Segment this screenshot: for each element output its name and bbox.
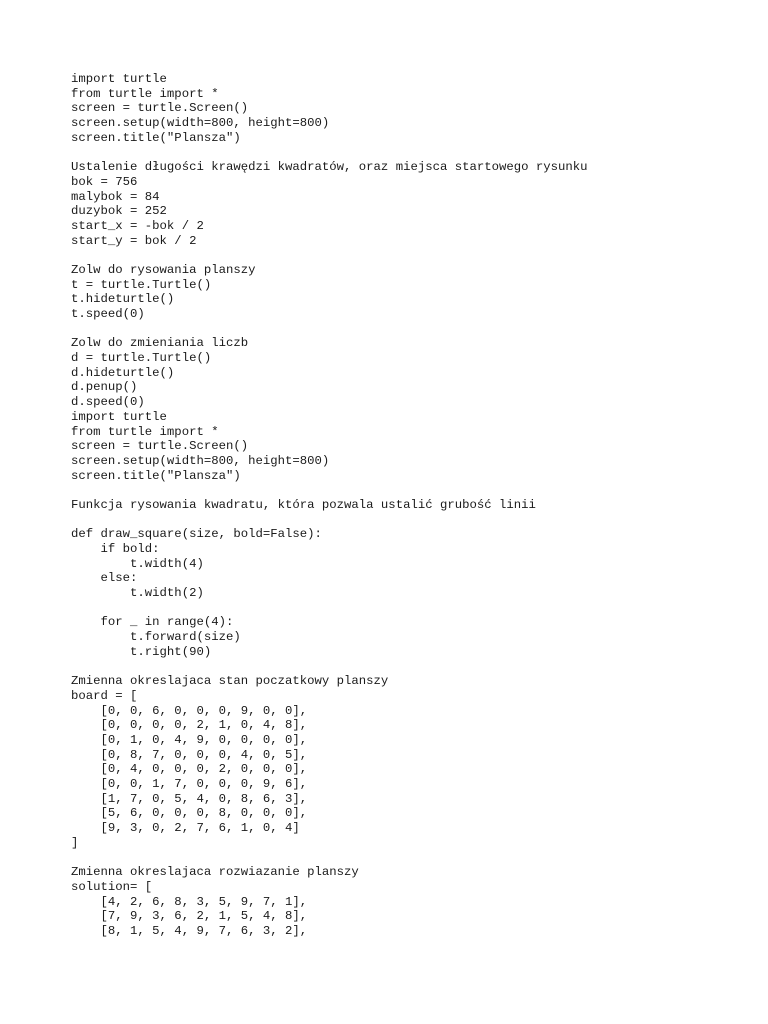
- document-line: [0, 4, 0, 0, 0, 2, 0, 0, 0],: [71, 762, 308, 777]
- document-line: board = [: [71, 688, 138, 703]
- document-line: import turtle: [71, 72, 167, 86]
- document-line: d = turtle.Turtle(): [71, 351, 212, 366]
- document-line: d.speed(0): [71, 395, 145, 410]
- document-line: [4, 2, 6, 8, 3, 5, 9, 7, 1],: [71, 894, 308, 909]
- document-line: start_y = bok / 2: [71, 233, 197, 248]
- document-line: [71, 483, 751, 498]
- document-line: [0, 8, 7, 0, 0, 0, 4, 0, 5],: [71, 747, 308, 762]
- document-line: [0, 0, 1, 7, 0, 0, 0, 9, 6],: [71, 777, 308, 791]
- document-line: screen.setup(width=800, height=800): [71, 453, 330, 468]
- document-line: t.right(90): [71, 644, 212, 659]
- document-line: def draw_square(size, bold=False):: [71, 527, 322, 542]
- document-line: [1, 7, 0, 5, 4, 0, 8, 6, 3],: [71, 791, 308, 806]
- document-line: [5, 6, 0, 0, 0, 8, 0, 0, 0],: [71, 806, 308, 821]
- document-line: import turtle: [71, 409, 167, 424]
- document-line: from turtle import *: [71, 424, 219, 439]
- document-line: Zolw do zmieniania liczb: [71, 336, 249, 351]
- document-line: screen.title("Plansza"): [71, 130, 241, 145]
- document-line: if bold:: [71, 542, 160, 556]
- document-line: [71, 145, 751, 160]
- document-line: bok = 756: [71, 174, 138, 189]
- document-line: d.penup(): [71, 380, 138, 395]
- document-line: [71, 660, 751, 675]
- document-line: d.hideturtle(): [71, 365, 175, 380]
- document-line: Zmienna okreslajaca rozwiazanie planszy: [71, 865, 359, 880]
- document-line: t.speed(0): [71, 307, 145, 321]
- document-line: t.hideturtle(): [71, 292, 175, 307]
- document-line: [0, 0, 6, 0, 0, 0, 9, 0, 0],: [71, 703, 308, 718]
- document-line: screen = turtle.Screen(): [71, 439, 249, 454]
- document-line: screen = turtle.Screen(): [71, 101, 249, 116]
- document-line: [0, 1, 0, 4, 9, 0, 0, 0, 0],: [71, 732, 308, 747]
- code-text-block: [71, 72, 751, 939]
- document-line: screen.title("Plansza"): [71, 468, 241, 483]
- document-line: duzybok = 252: [71, 204, 167, 219]
- document-line: [0, 0, 0, 0, 2, 1, 0, 4, 8],: [71, 718, 308, 733]
- document-line: [71, 513, 751, 528]
- document-line: ]: [71, 835, 79, 850]
- document-line: [8, 1, 5, 4, 9, 7, 6, 3, 2],: [71, 923, 308, 938]
- document-line: solution= [: [71, 879, 153, 894]
- document-line: Zmienna okreslajaca stan poczatkowy planszy: [71, 674, 389, 689]
- document-line: [9, 3, 0, 2, 7, 6, 1, 0, 4]: [71, 821, 300, 836]
- document-line: malybok = 84: [71, 189, 160, 204]
- document-line: t = turtle.Turtle(): [71, 277, 212, 292]
- document-line: from turtle import *: [71, 86, 219, 101]
- document-line: [71, 322, 751, 337]
- document-line: [71, 248, 751, 263]
- document-line: [71, 850, 751, 865]
- document-line: start_x = -bok / 2: [71, 218, 204, 233]
- document-line: Funkcja rysowania kwadratu, która pozwala ustalić grubość linii: [71, 497, 536, 512]
- document-line: Ustalenie długości krawędzi kwadratów, oraz miejsca startowego rysunku: [71, 160, 588, 175]
- document-line: t.width(4): [71, 556, 204, 571]
- document-line: t.forward(size): [71, 630, 241, 645]
- document-line: for _ in range(4):: [71, 615, 234, 630]
- document-line: [7, 9, 3, 6, 2, 1, 5, 4, 8],: [71, 909, 308, 924]
- document-line: Zolw do rysowania planszy: [71, 262, 256, 277]
- document-line: screen.setup(width=800, height=800): [71, 116, 330, 131]
- document-line: [71, 601, 751, 616]
- document-line: else:: [71, 571, 138, 586]
- document-line: t.width(2): [71, 586, 204, 601]
